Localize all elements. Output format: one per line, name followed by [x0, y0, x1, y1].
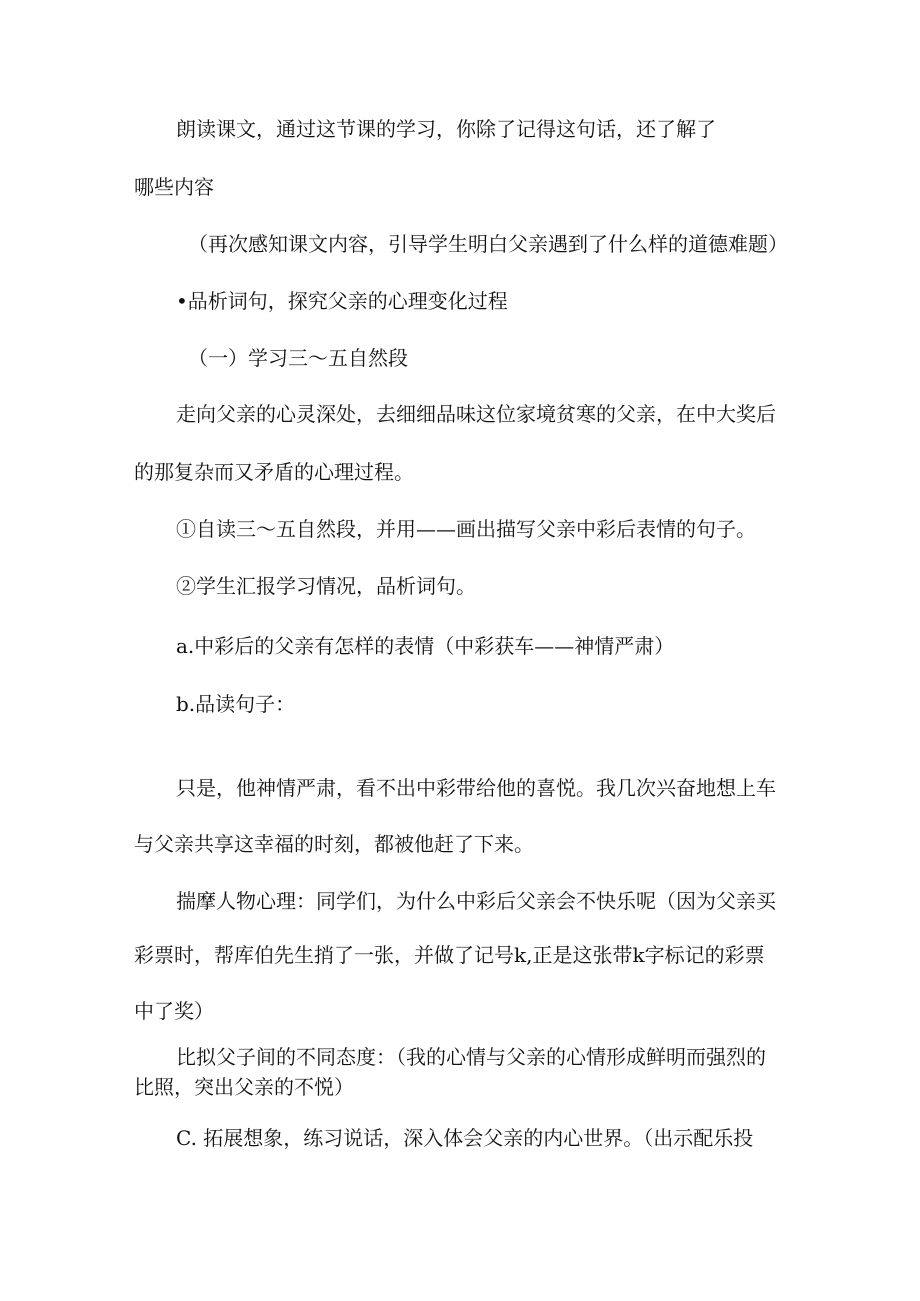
psychology-line-1: 揣摩人物心理：同学们，为什么中彩后父亲会不快乐呢（因为父亲买 [176, 889, 776, 913]
item-a: a.中彩后的父亲有怎样的表情（中彩获车——神情严肃） [176, 634, 675, 658]
comparison-line-1: 比拟父子间的不同态度：（我的心情与父亲的心情形成鲜明而强烈的 [176, 1045, 766, 1069]
paragraph-intro-line-2: 哪些内容 [134, 175, 214, 199]
paragraph-heart-line-2: 的那复杂而又矛盾的心理过程。 [134, 460, 414, 484]
comparison-line-2: 比照，突出父亲的不悦） [134, 1075, 354, 1099]
quote-line-1: 只是，他神情严肃，看不出中彩带给他的喜悦。我几次兴奋地想上车 [176, 776, 776, 800]
subsection-heading: （一）学习三～五自然段 [188, 346, 408, 370]
psychology-line-3: 中了奖） [134, 999, 214, 1023]
item-b: b.品读句子： [176, 692, 296, 716]
note-perception: （再次感知课文内容，引导学生明白父亲遇到了什么样的道德难题） [188, 232, 788, 256]
quote-line-2: 与父亲共享这幸福的时刻，都被他赶了下来。 [134, 832, 534, 856]
paragraph-heart-line-1: 走向父亲的心灵深处，去细细品味这位家境贫寒的父亲，在中大奖后 [176, 402, 776, 426]
item-c: C. 拓展想象，练习说话，深入体会父亲的内心世界。（出示配乐投 [176, 1126, 754, 1150]
psychology-line-2: 彩票时，帮库伯先生捎了一张，并做了记号k,正是这张带k字标记的彩票 [134, 943, 765, 967]
step-two: ②学生汇报学习情况，品析词句。 [176, 574, 476, 598]
section-heading: •品析词句，探究父亲的心理变化过程 [176, 289, 508, 313]
step-one: ①自读三～五自然段，并用——画出描写父亲中彩后表情的句子。 [176, 517, 756, 541]
paragraph-intro-line-1: 朗读课文，通过这节课的学习，你除了记得这句话，还了解了 [176, 117, 716, 141]
